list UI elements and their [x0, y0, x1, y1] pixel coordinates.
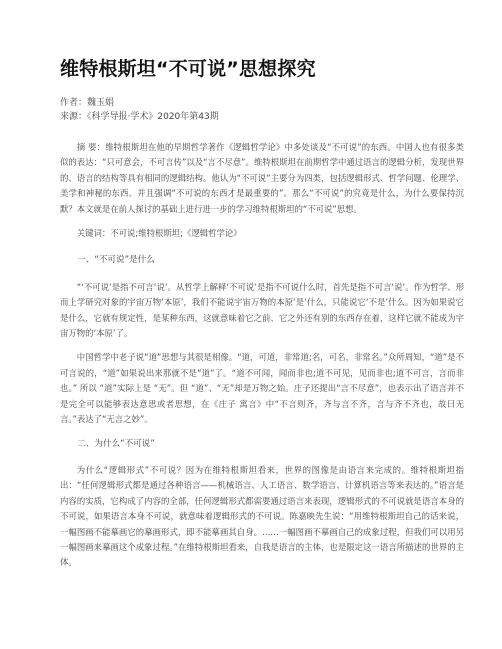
- body-paragraph: 为什么“逻辑形式”不可说？因为在维特根斯坦看来，世界的图像是由语言来完成的。维特根斯坦指出：“任何逻辑形式都是通过各种语言——机械语言、人工语言、数学语言、计算机语言等来表达的。”语言是内容的实质，它构成了内容的全部，任何逻辑形式都需要通过语言来表现，逻辑形式的不可说就是语言本身的不可说，如果语言本身不可说，就意味着逻辑形式的不可说。陈嘉映先生说：“用维特根斯坦自己的话来说，一幅图画不能摹画它的摹画形式，即不能摹画其自身。……一幅图画不摹画自己的成象过程，但我们可以用另一幅图画来摹画这个成象过程。”在维特根斯坦看来，自我是语言的主体，也是限定这一语言所描述的世界的主体。: [60, 464, 464, 568]
- article-meta: [60, 96, 464, 124]
- author-label: 作者：: [60, 98, 88, 108]
- author-name: 魏玉娟: [87, 98, 115, 108]
- author-line: [60, 96, 464, 110]
- abstract-paragraph: 摘 要：维特根斯坦在他的早期哲学著作《逻辑哲学论》中多处谈及“不可说”的东西。中国人也有很多类似的表达：“只可意会，不可言传”以及“言不尽意”。维特根斯坦在前期哲学中通过语言的逻辑分析，发现世界的、语言的结构等具有相同的逻辑结构。他认为“不可说”主要分为四类，包括逻辑形式、哲学问题、伦理学、美学和神秘的东西。并且强调“不可说的东西才是最重要的”。那么“不可说”的究竟是什么，为什么要保持沉默？本文就是在前人探讨的基础上进行进一步的学习维特根斯坦的“不可说”思想。: [60, 142, 464, 214]
- body-paragraph: “‘不可说’是指不可言‘说’。从哲学上解释‘不可说’是指不可说什么时，首先是指不可言‘说’。作为哲学、形而上学研究对象的宇宙万物‘本原’，我们不能说宇宙万物的本原‘是’什么，只能说它‘不是’什么。因为如果说它是什么，它就有规定性，是某种东西，这就意味着它之前、它之外还有别的东西存在着，这样它就不能成为宇宙万物的‘本原’了。: [60, 281, 464, 339]
- section-what-is-unsayable: [60, 253, 464, 427]
- article-title: 维特根斯坦“不可说”思想探究: [60, 58, 316, 80]
- source-line: [60, 110, 464, 124]
- source-label: 来源：: [60, 112, 88, 122]
- section-heading: 二、为什么“不可说”: [77, 438, 155, 449]
- section-why-unsayable: [60, 437, 464, 571]
- keywords-line: 关键词：不可说;维特根斯坦;《逻辑哲学论》: [76, 228, 242, 239]
- article-body: [60, 140, 464, 571]
- source-journal: 《科学导报·学术》2020年第43期: [87, 112, 219, 122]
- body-paragraph: 中国哲学中老子说“道”思想与其很是相像。“道，可道，非常道;名，可名，非常名。”众所周知，“道”是不可言说的，“道”如果说出来那就不是“道”了。“道不可闻，闻而非也;道不可见，见而非也;道不可言，言而非也。” 所以 “道”实际上是 “无”。但 “道”、“无”却是万物之始。庄子还提出“言不尽意”，也表示出了语言并不是完全可以能够表达意思或者思想，在《庄子 寓言》中“不言则齐，齐与言不齐，言与齐不齐也，故曰无言。”表达了“无言之妙”。: [60, 352, 464, 425]
- section-heading: 一、“不可说”是什么: [77, 255, 155, 266]
